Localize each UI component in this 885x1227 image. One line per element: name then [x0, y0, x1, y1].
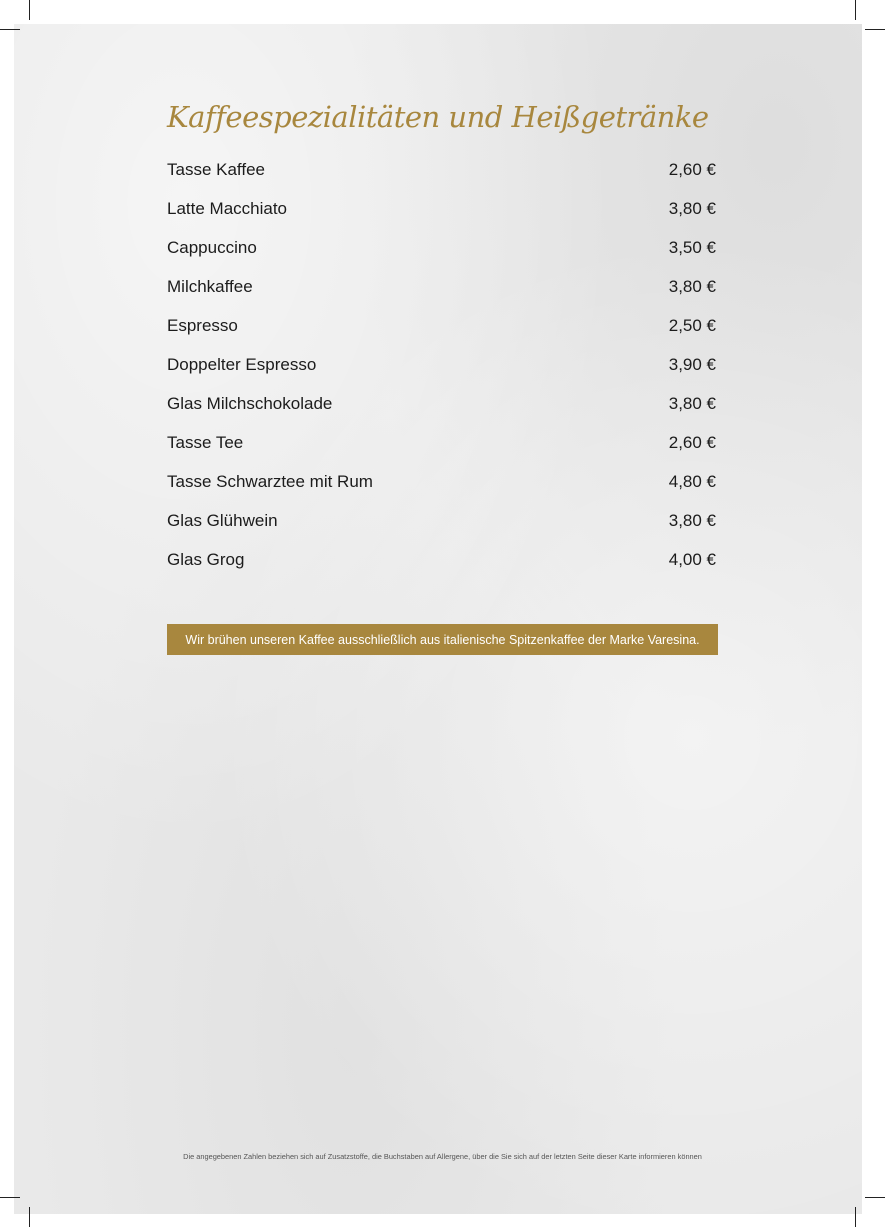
menu-item-name: Glas Grog: [167, 550, 245, 570]
allergen-footnote: Die angegebenen Zahlen beziehen sich auf Zusatzstoffe, die Buchstaben auf Allergene, über die Sie sich auf der letzten Seite dieser Karte informieren können: [183, 1152, 702, 1161]
crop-mark: [0, 29, 20, 30]
menu-item-name: Tasse Schwarztee mit Rum: [167, 472, 373, 492]
menu-item-price: 4,00 €: [668, 550, 716, 570]
menu-item-name: Tasse Kaffee: [167, 159, 265, 179]
menu-item-price: 3,80 €: [668, 276, 716, 296]
menu-item-name: Latte Macchiato: [167, 198, 288, 218]
menu-item-price: 3,80 €: [668, 511, 716, 531]
menu-item-price: 4,80 €: [668, 472, 716, 492]
menu-item-price: 3,90 €: [668, 355, 716, 375]
menu-item-name: Cappuccino: [167, 237, 257, 257]
menu-item: [167, 267, 718, 306]
crop-mark: [0, 1197, 20, 1198]
menu-item: [167, 541, 718, 580]
menu-list: [167, 150, 718, 580]
menu-item: [167, 345, 718, 384]
menu-item-price: 3,80 €: [668, 394, 716, 414]
menu-item: [167, 463, 718, 502]
menu-item-name: Doppelter Espresso: [167, 355, 317, 375]
menu-item: [167, 306, 718, 345]
crop-mark: [865, 29, 885, 30]
menu-item: [167, 189, 718, 228]
crop-mark: [29, 1207, 30, 1227]
menu-item-name: Espresso: [167, 315, 238, 335]
menu-item: [167, 424, 718, 463]
menu-item: [167, 150, 718, 189]
menu-item-name: Tasse Tee: [167, 433, 244, 453]
crop-mark: [29, 0, 30, 20]
menu-item-price: 3,80 €: [668, 198, 716, 218]
menu-item-name: Milchkaffee: [167, 276, 253, 296]
crop-mark: [855, 0, 856, 20]
menu-item: [167, 385, 718, 424]
menu-item-name: Glas Milchschokolade: [167, 394, 333, 414]
menu-item-price: 2,60 €: [668, 433, 716, 453]
crop-mark: [865, 1197, 885, 1198]
crop-mark: [855, 1207, 856, 1227]
menu-item: [167, 228, 718, 267]
menu-item-price: 2,60 €: [668, 159, 716, 179]
menu-title: Kaffeespezialitäten und Heißgetränke: [167, 100, 709, 134]
menu-item-price: 2,50 €: [668, 315, 716, 335]
coffee-notice: Wir brühen unseren Kaffee ausschließlich aus italienische Spitzenkaffee der Marke Varesina.: [167, 624, 718, 655]
menu-item-price: 3,50 €: [668, 237, 716, 257]
menu-item-name: Glas Glühwein: [167, 511, 278, 531]
menu-item: [167, 502, 718, 541]
